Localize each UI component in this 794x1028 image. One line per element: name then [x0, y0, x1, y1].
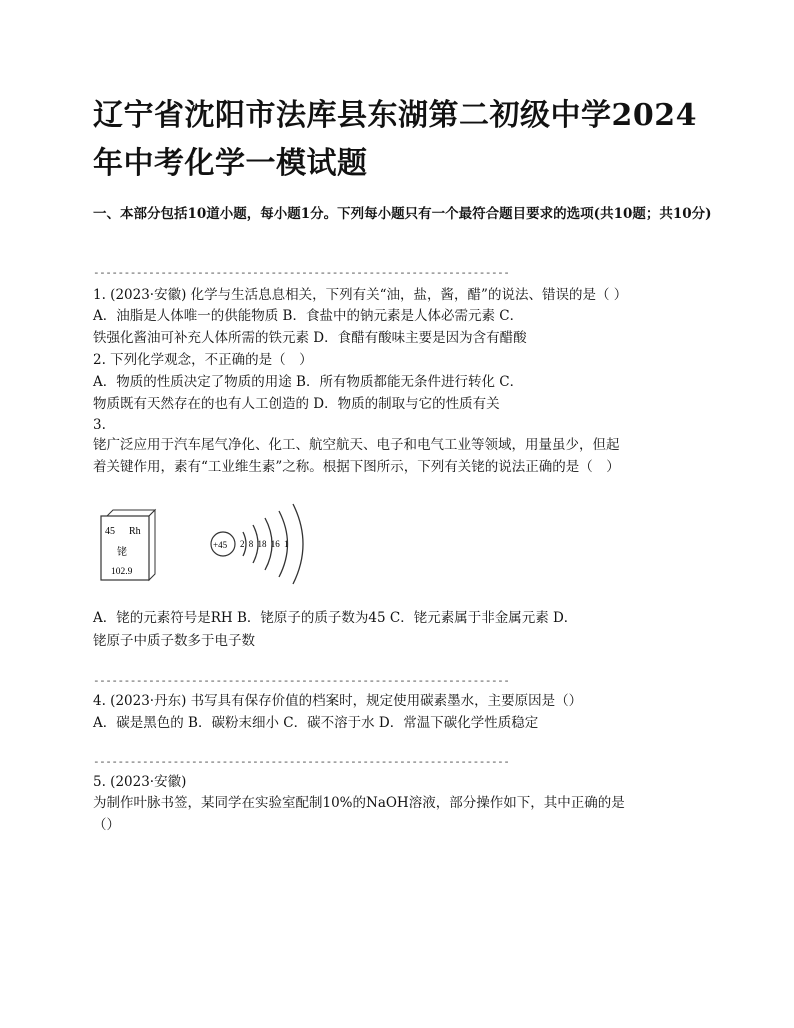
title-line-2: 年中考化学一模试题: [93, 146, 368, 181]
rhodium-figure-svg: [93, 500, 323, 590]
document-title: [93, 92, 733, 188]
title-line-1: 辽宁省沈阳市法库县东湖第二初级中学2024: [93, 98, 697, 133]
question-5-stem-line-1: 5. (2023·安徽): [93, 774, 187, 790]
question-3-options-line-1: A．铑的元素符号是RH B．铑原子的质子数为45 C．铑元素属于非金属元素 D．: [93, 610, 578, 626]
question-2-options-line-1: A．物质的性质决定了物质的用途 B．所有物质都能无条件进行转化 C．: [93, 374, 524, 390]
section-heading: 一、本部分包括10道小题，每小题1分。下列每小题只有一个最符合题目要求的选项(共10题；共10分): [93, 206, 712, 222]
element-mass: 102.9: [111, 567, 133, 577]
nucleus-charge: +45: [213, 540, 228, 550]
electron-shell-counts: 2 8 18 16 1: [240, 539, 289, 549]
question-4-options: A．碳是黑色的 B．碳粉末细小 C．碳不溶于水 D．常温下碳化学性质稳定: [93, 715, 539, 731]
element-atomic-number: 45: [105, 526, 115, 537]
question-1-stem: 1. (2023·安徽) 化学与生活息息相关，下列有关“油，盐，酱，醋”的说法、错误的是（ ）: [93, 287, 628, 303]
question-5-stem-line-3: （）: [93, 817, 120, 833]
question-3-stem-line-2: 着关键作用，素有“工业维生素”之称。根据下图所示，下列有关铑的说法正确的是（ ）: [93, 459, 620, 475]
element-name: 铑: [117, 547, 127, 558]
question-1-options-line-1: A．油脂是人体唯一的供能物质 B．食盐中的钠元素是人体必需元素 C．: [93, 308, 524, 324]
question-1-options-line-2: 铁强化酱油可补充人体所需的铁元素 D．食醋有酸味主要是因为含有醋酸: [93, 330, 527, 346]
question-3-stem-line-1: 铑广泛应用于汽车尾气净化、化工、航空航天、电子和电气工业等领域，用量虽少，但起: [93, 437, 620, 453]
divider: --------------------------------------------------------------------: [93, 755, 510, 768]
element-symbol: Rh: [129, 526, 141, 537]
question-2-stem: 2. 下列化学观念，不正确的是（ ）: [93, 352, 313, 368]
question-4-stem: 4. (2023·丹东) 书写具有保存价值的档案时，规定使用碳素墨水，主要原因是（）: [93, 693, 583, 709]
question-3-number: 3.: [93, 417, 106, 433]
element-card-side: [149, 510, 155, 580]
divider: --------------------------------------------------------------------: [93, 674, 510, 687]
question-5-stem-line-2: 为制作叶脉书签，某同学在实验室配制10%的NaOH溶液，部分操作如下，其中正确的是: [93, 795, 625, 811]
rhodium-figure: [93, 500, 323, 590]
divider: --------------------------------------------------------------------: [93, 266, 510, 279]
element-card-top: [107, 510, 155, 516]
question-2-options-line-2: 物质既有天然存在的也有人工创造的 D．物质的制取与它的性质有关: [93, 396, 500, 412]
question-3-options-line-2: 铑原子中质子数多于电子数: [93, 633, 255, 649]
electron-shell-5-arc: [293, 504, 303, 584]
